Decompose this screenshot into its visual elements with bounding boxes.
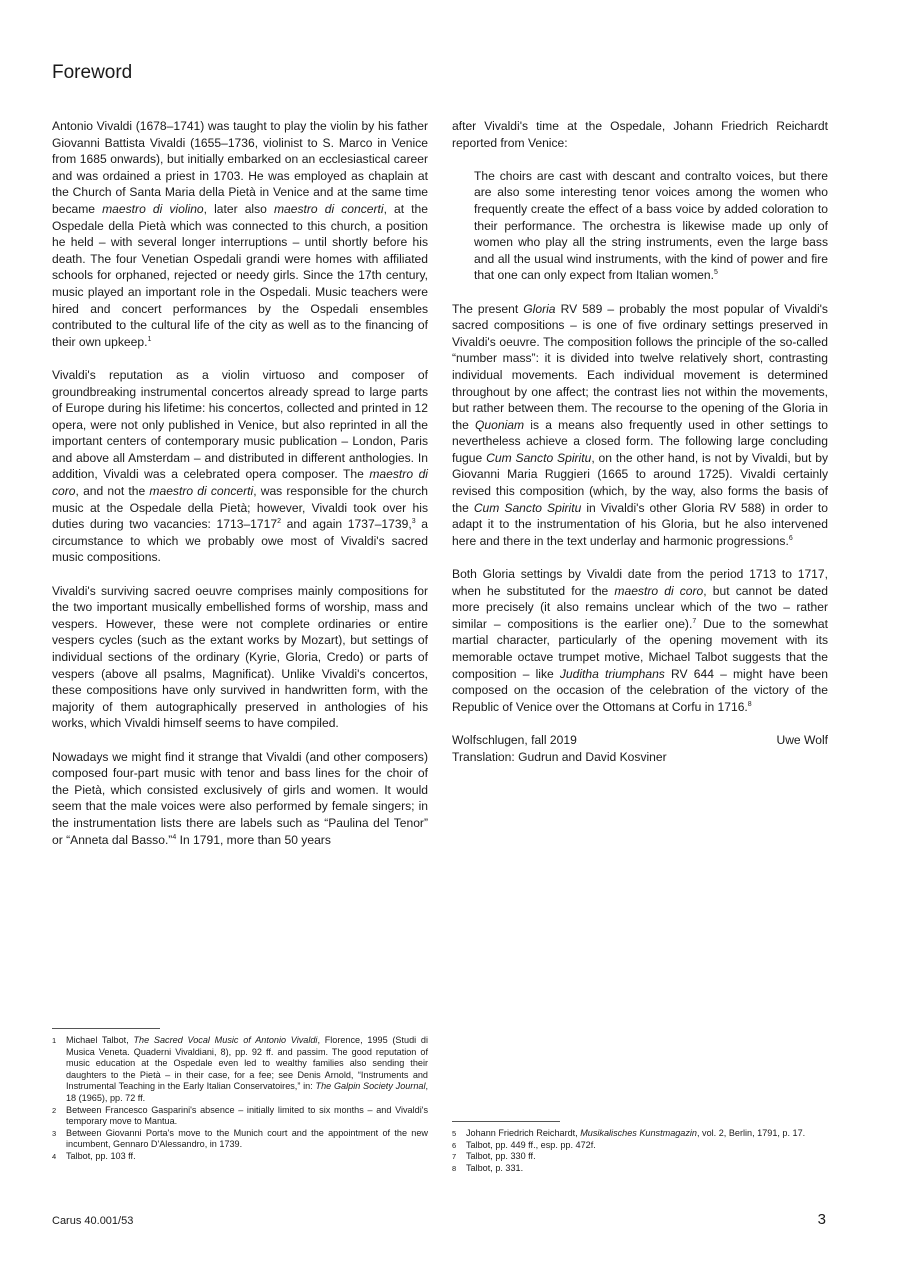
page-number: 3 (817, 1211, 826, 1228)
footnote-rule (452, 1121, 560, 1122)
paragraph: Vivaldi's surviving sacred oeuvre comprises mainly compositions for the two important musically embellished forms of worship, mass and vespers. However, these were not complete ordinaries or entire vespers cycles (such as the extant works by Mozart), but settings of individual sections of the ordinary (Kyrie, Gloria, Credo) or parts of vespers (above all psalms, Magnificat). Unlike Vivaldi's concertos, these compositions have only survived in handwritten form, with the majority of them autographically preserved in anthologies of his works, which Vivaldi himself seems to have compiled. (52, 583, 428, 731)
footnote-ref[interactable]: 4 (172, 833, 177, 841)
footnote-rule (52, 1028, 160, 1029)
paragraph: after Vivaldi's time at the Ospedale, Johann Friedrich Reichardt reported from Venice: (452, 119, 828, 150)
right-column (452, 118, 828, 765)
signature-place-date: Wolfschlugen, fall 2019 (452, 732, 577, 747)
footnote-number: 2 (52, 1105, 57, 1115)
footnote-text: Talbot, pp. 330 ff. (466, 1151, 536, 1162)
footnote-text: Talbot, pp. 103 ff. (66, 1150, 136, 1161)
footnotes-right (452, 1128, 828, 1174)
footnote-text: Between Francesco Gasparini's absence – initially limited to six months – and Vivaldi's temporary move to Mantua. (66, 1104, 428, 1127)
footnote (452, 1140, 828, 1152)
footnote-text: Between Giovanni Porta's move to the Munich court and the appointment of the new incumbent, Gennaro D'Alessandro, in 1739. (66, 1127, 428, 1150)
left-column (52, 118, 428, 848)
signature-author: Uwe Wolf (776, 732, 828, 747)
footnote-text: Talbot, p. 331. (466, 1162, 524, 1173)
footnote-ref[interactable]: 6 (788, 534, 793, 542)
footnote-number: 4 (52, 1151, 57, 1161)
footnote-ref[interactable]: 7 (692, 617, 697, 625)
catalog-number: Carus 40.001/53 (52, 1215, 134, 1227)
footnote-number: 1 (52, 1036, 57, 1045)
paragraph: Antonio Vivaldi (1678–1741) was taught to play the violin by his father Giovanni Battista Vivaldi (1655–1736, violinist to S. Marco in Venice from 1685 onwards), but initially embarked on an ecclesiastical career and was ordained a priest in 1703. He was employed as chaplain at the Church of Santa Maria della Pietà in Venice and at the same time became maestro di violino, later also maestro di concerti, at the Ospedale della Pietà which was connected to this church, a position he held – with several longer interruptions – until shortly before his death. The four Venetian Ospedali grandi were homes with affiliated schools for orphaned, rejected or needy girls. Since the 17th century, music played an important role in the Ospedali. Music teachers were hired and concert performances by the Ospedali ensembles contributed to the cultural life of the city as well as to the financing of their own upkeep.$^1$ (52, 119, 428, 349)
footnote-text: Johann Friedrich Reichardt, Musikalisches Kunstmagazin, vol. 2, Berlin, 1791, p. 17. (466, 1128, 806, 1138)
footnote-ref[interactable]: 5 (714, 269, 718, 277)
footnote-number: 3 (52, 1128, 57, 1138)
footnote (52, 1035, 428, 1105)
footnote (452, 1151, 828, 1163)
signature-line (452, 732, 828, 749)
paragraph: The present Gloria RV 589 – probably the most popular of Vivaldi's sacred compositions – is one of five ordinary settings preserved in Vivaldi's oeuvre. The composition follows the principle of the so-called “number mass”: it is divided into twelve relatively short, contrasting individual movements. Each individual movement is determined throughout by one affect; the contrast lies not within the movements, but rather between them. The recourse to the opening of the Gloria in the Quoniam is a means also frequently used in other settings to nevertheless achieve a closed form. The following large concluding fugue Cum Sancto Spiritu, on the other hand, is not by Vivaldi, but by Giovanni Maria Ruggieri (1665 to around 1725). Vivaldi certainly revised this composition (which, by the way, also forms the basis of the Cum Sancto Spiritu in Vivaldi's other Gloria RV 588) in order to adapt it to the instrumentation of his Gloria, but he also intervened here and there in the text underlay and harmonic progressions.$^6$ (452, 301, 829, 548)
footnote-text: Michael Talbot, The Sacred Vocal Music of Antonio Vivaldi, Florence, 1995 (Studi di Musica Veneta. Quaderni Vivaldiani, 8), pp. 92 ff. and passim. The good reputation of music education at the Ospedale even led to wealthy families also sending their daughters to the Pietà – in their case, for a fee; see Denis Arnold, “Instruments and Instrumental Teaching in the Early Italian Conservatoires,” in: The Galpin Society Journal, 18 (1965), pp. 72 ff. (66, 1035, 428, 1103)
paragraph: Both Gloria settings by Vivaldi date from the period 1713 to 1717, when he substituted for the maestro di coro, but cannot be dated more precisely (it also remains unclear which of the two – rather similar – compositions is the earlier one).$^7$ Due to the somewhat martial character, particularly of the opening movement with its memorable octave trumpet motive, Michael Talbot suggests that the composition – like Juditha triumphans RV 644 – might have been composed on the occasion of the celebration of the victory of the Republic of Venice over the Ottomans at Corfu in 1716.$^8$ (452, 567, 828, 714)
footnote-text: Talbot, pp. 449 ff., esp. pp. 472f. (466, 1139, 596, 1150)
footnote (452, 1128, 828, 1140)
footnote (452, 1163, 828, 1175)
footnote-ref[interactable]: 8 (747, 700, 752, 708)
footnote-ref[interactable]: 1 (147, 335, 152, 343)
paragraph: Nowadays we might find it strange that Vivaldi (and other composers) composed four-part music with tenor and bass lines for the choir of the Pietà, which consisted exclusively of girls and women. It would seem that the male voices were also performed by female singers; in the instrumentation lists there are labels such as “Paulina del Tenor” or “Anneta dal Basso.”$^4$ In 1791, more than 50 years (52, 749, 428, 847)
translation-credit: Translation: Gudrun and David Kosviner (452, 749, 667, 764)
footnote (52, 1105, 428, 1128)
footnote (52, 1128, 428, 1151)
footnote-number: 5 (452, 1129, 457, 1138)
footnotes-left (52, 1035, 428, 1163)
paragraph: Vivaldi's reputation as a violin virtuoso and composer of groundbreaking instrumental concertos already spread to large parts of Europe during his lifetime: his concertos, collected and printed in 12 opera, were not only published in Venice, but also reprinted in all the important centers of contemporary music publication – London, Paris and above all Amsterdam – and distributed in different anthologies. In addition, Vivaldi was a celebrated opera composer. The maestro di coro, and not the maestro di concerti, was responsible for the church music at the Ospedale della Pietà; however, Vivaldi took over his duties during two vacancies: 1713–1717$^2$ and again 1737–1739,$^3$ a circumstance to which we probably owe most of Vivaldi's sacred music compositions. (52, 367, 428, 565)
footnote-ref[interactable]: 3 (411, 518, 416, 526)
footnote (52, 1151, 428, 1163)
footnote-number: 6 (452, 1140, 457, 1150)
footnote-number: 8 (452, 1163, 457, 1173)
footnote-number: 7 (452, 1152, 457, 1162)
footnote-ref[interactable]: 2 (277, 518, 281, 526)
page-title: Foreword (52, 62, 133, 83)
block-quote: The choirs are cast with descant and contralto voices, but there are also some interesting tenor voices among the women who frequently create the effect of a bass voice by added coloration to their performance. The orchestra is likewise made up only of women who play all the string instruments, even the large bass and all the usual wind instruments, with the kind of power and fire that one can only expect from Italian women.$^5$ (474, 168, 828, 283)
